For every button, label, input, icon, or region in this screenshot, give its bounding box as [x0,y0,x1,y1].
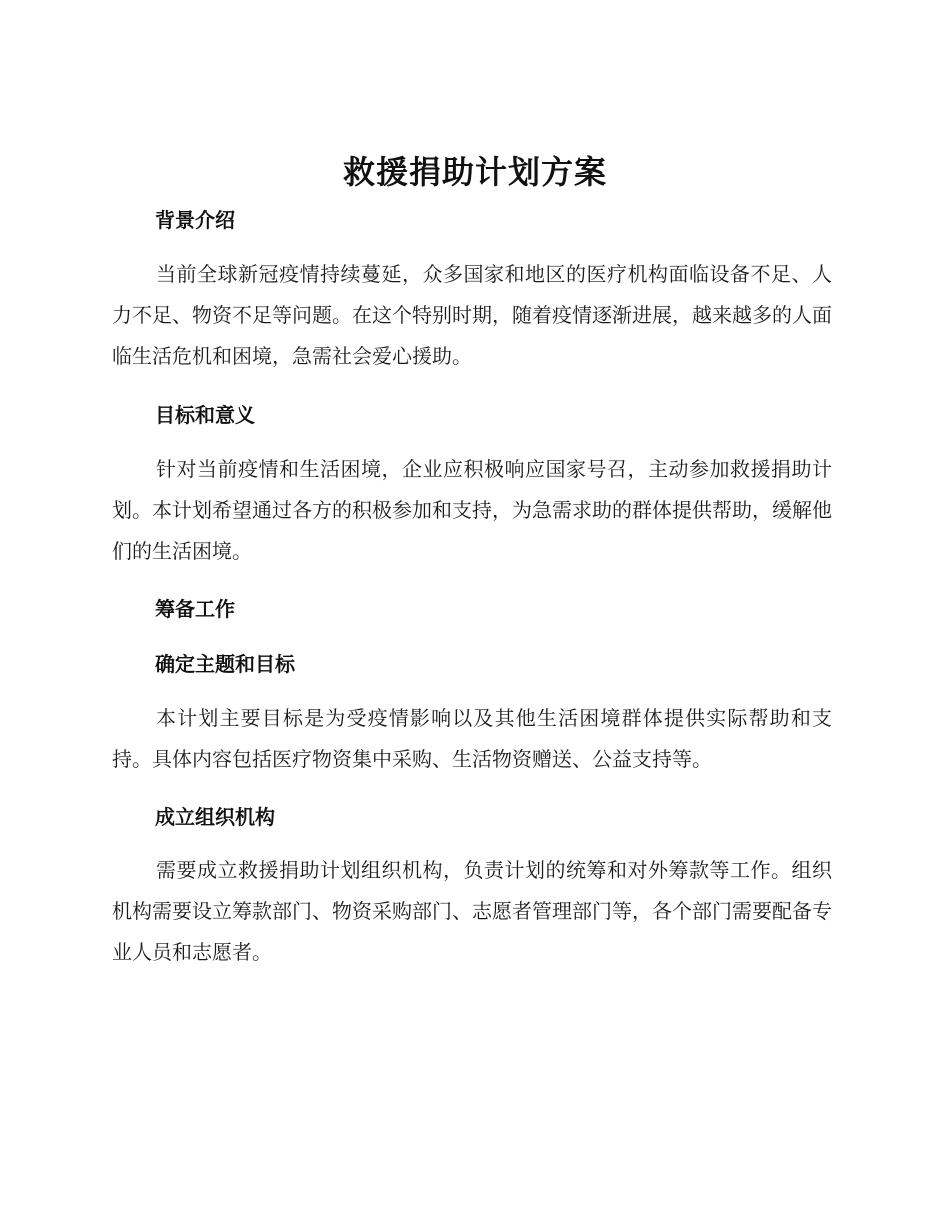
section-heading-preparation: 筹备工作 [155,597,235,621]
section-heading-organization: 成立组织机构 [155,805,275,829]
section-body-theme: 本计划主要目标是为受疫情影响以及其他生活困境群体提供实际帮助和支持。具体内容包括医疗物资集中采购、生活物资赠送、公益支持等。 [112,706,832,771]
section-body-goals: 针对当前疫情和生活困境，企业应积极响应国家号召，主动参加救援捐助计划。本计划希望通过各方的积极参加和支持，为急需求助的群体提供帮助，缓解他们的生活困境。 [112,457,832,563]
section-body-organization: 需要成立救援捐助计划组织机构，负责计划的统筹和对外筹款等工作。组织机构需要设立筹款部门、物资采购部门、志愿者管理部门等，各个部门需要配备专业人员和志愿者。 [112,858,832,964]
section-heading-goals: 目标和意义 [155,403,255,427]
section-heading-theme: 确定主题和目标 [155,652,295,676]
document-title: 救援捐助计划方案 [342,153,607,191]
section-heading-background: 背景介绍 [155,208,235,232]
section-body-background: 当前全球新冠疫情持续蔓延，众多国家和地区的医疗机构面临设备不足、人力不足、物资不足等问题。在这个特别时期，随着疫情逐渐进展，越来越多的人面临生活危机和困境，急需社会爱心援助。 [112,262,832,368]
